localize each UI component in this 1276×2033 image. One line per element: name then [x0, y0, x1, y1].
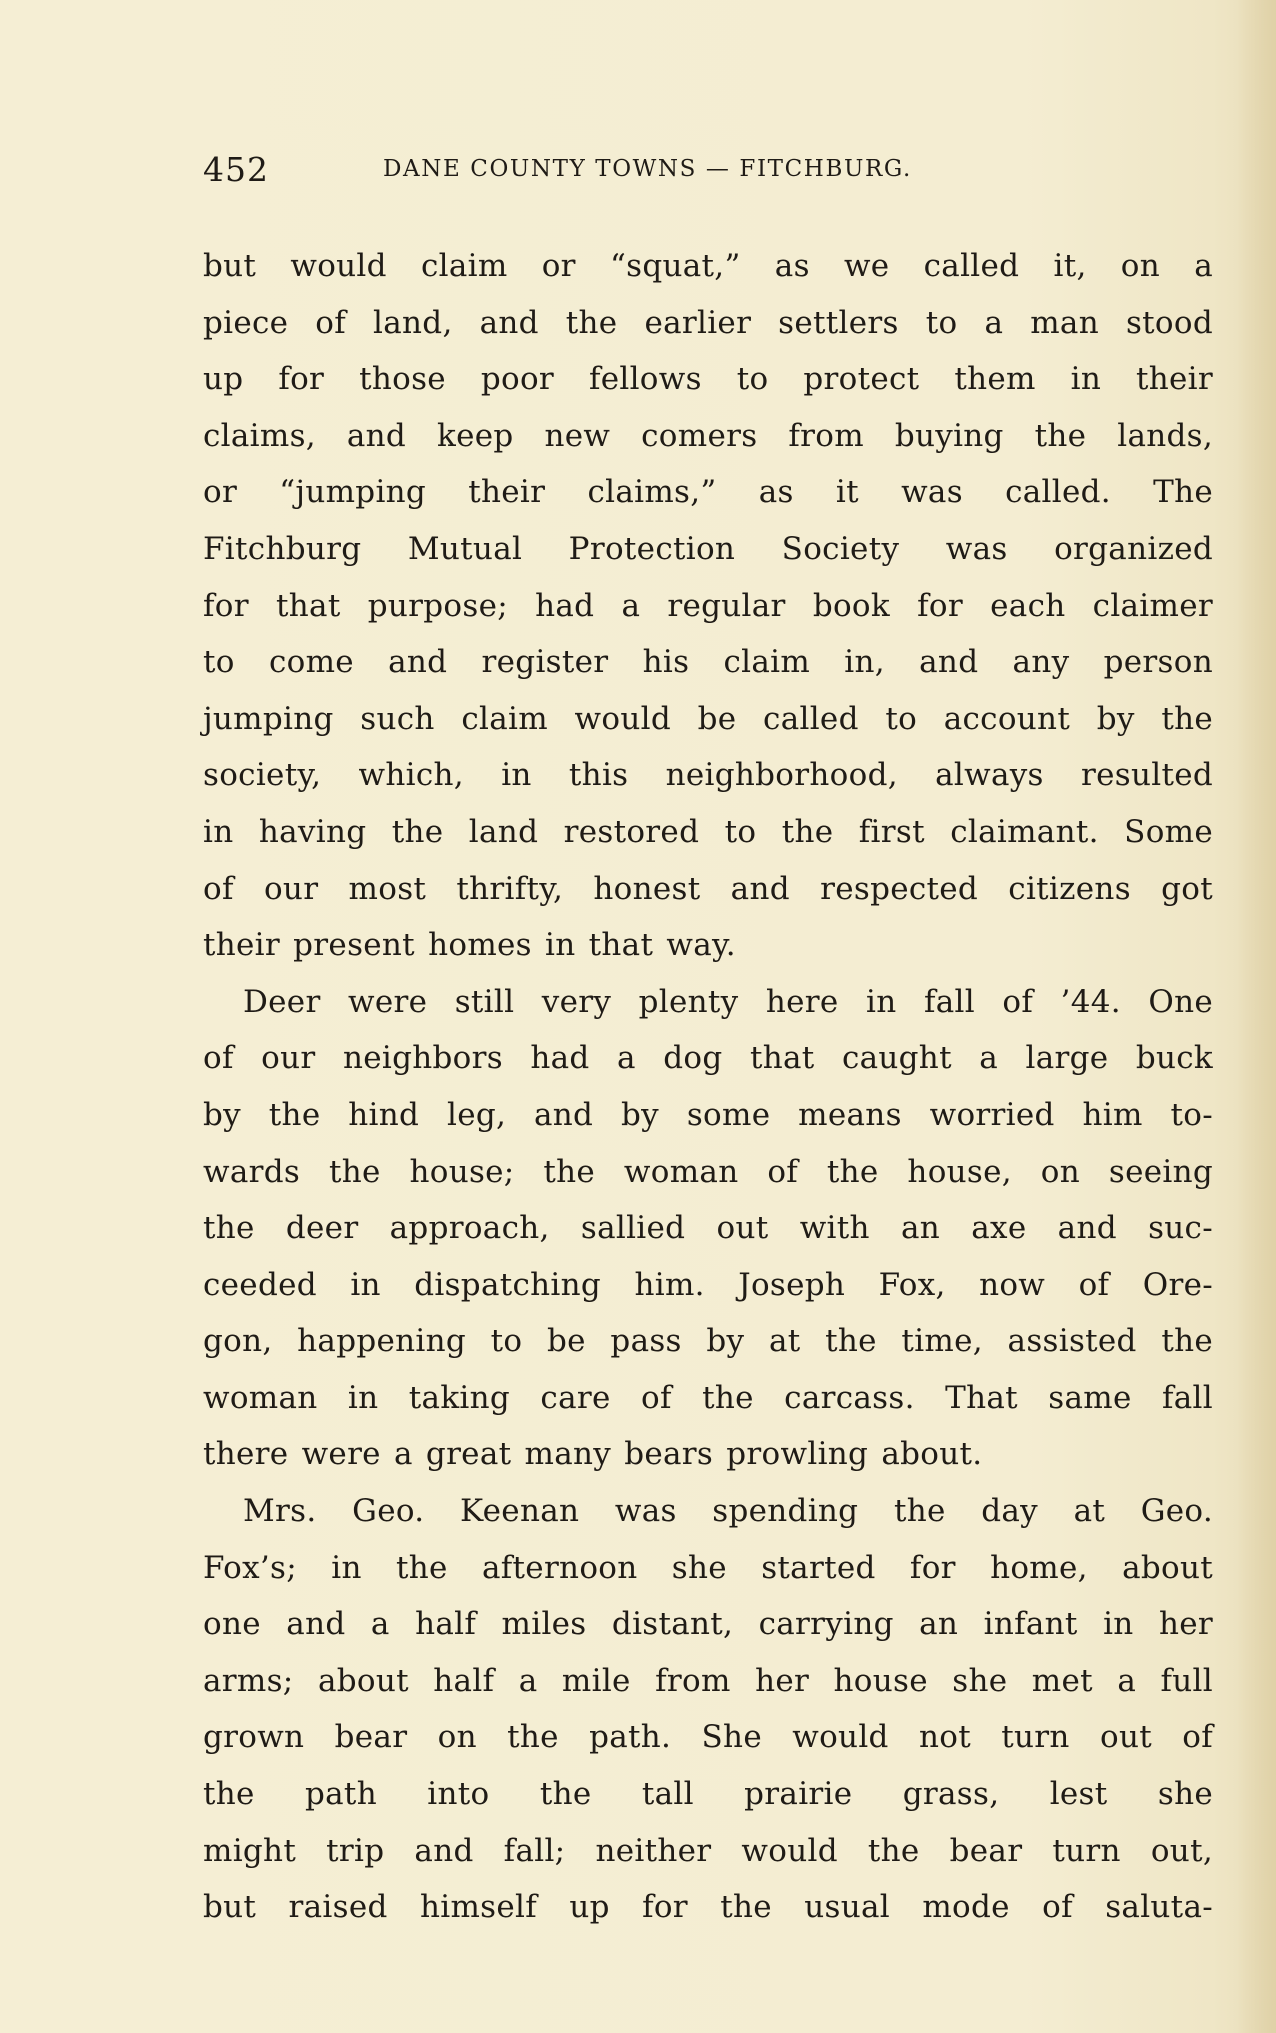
text-line: to come and register his claim in, and any person	[203, 644, 1213, 681]
text-line: the deer approach, sallied out with an axe and suc-	[203, 1210, 1213, 1247]
text-line: by the hind leg, and by some means worried him to-	[203, 1096, 1213, 1133]
text-line: one and a half miles distant, carrying an infant in her	[203, 1606, 1213, 1643]
text-line: for that purpose; had a regular book for each claimer	[203, 587, 1213, 624]
text-line: or “jumping their claims,” as it was called. The	[203, 474, 1213, 511]
text-line: grown bear on the path. She would not turn out of	[203, 1719, 1213, 1756]
text-line: piece of land, and the earlier settlers to a man stood	[203, 304, 1213, 341]
text-line: arms; about half a mile from her house she met a full	[203, 1662, 1213, 1699]
page-edge-shadow	[1236, 0, 1276, 2033]
page-header	[203, 150, 1045, 194]
running-head: DANE COUNTY TOWNS — FITCHBURG.	[383, 156, 912, 182]
text-line: up for those poor fellows to protect them in their	[203, 361, 1213, 398]
text-line: Deer were still very plenty here in fall of ’44. One	[243, 983, 1213, 1020]
text-line: Fox’s; in the afternoon she started for home, about	[203, 1549, 1213, 1586]
text-line: there were a great many bears prowling about.	[203, 1436, 983, 1473]
text-line: woman in taking care of the carcass. That same fall	[203, 1379, 1213, 1416]
text-line: but would claim or “squat,” as we called it, on a	[203, 248, 1213, 284]
text-line: the path into the tall prairie grass, lest she	[203, 1776, 1213, 1813]
text-line: gon, happening to be pass by at the time, assisted the	[203, 1323, 1213, 1360]
text-line: their present homes in that way.	[203, 927, 736, 964]
text-line: jumping such claim would be called to account by the	[203, 700, 1213, 737]
text-line: Fitchburg Mutual Protection Society was organized	[203, 530, 1213, 567]
text-line: but raised himself up for the usual mode of saluta-	[203, 1889, 1213, 1926]
text-line: ceeded in dispatching him. Joseph Fox, now of Ore-	[203, 1266, 1213, 1303]
text-line: Mrs. Geo. Keenan was spending the day at Geo.	[243, 1493, 1213, 1530]
text-line: of our neighbors had a dog that caught a large buck	[203, 1040, 1213, 1077]
page-number: 452	[203, 150, 269, 189]
text-line: in having the land restored to the first claimant. Some	[203, 813, 1213, 850]
text-line: claims, and keep new comers from buying the lands,	[203, 417, 1213, 454]
text-line: wards the house; the woman of the house, on seeing	[203, 1153, 1213, 1190]
text-line: of our most thrifty, honest and respected citizens got	[203, 870, 1213, 907]
body-text	[203, 238, 1213, 1936]
text-line: might trip and fall; neither would the bear turn out,	[203, 1832, 1213, 1869]
text-line: society, which, in this neighborhood, always resulted	[203, 757, 1213, 794]
